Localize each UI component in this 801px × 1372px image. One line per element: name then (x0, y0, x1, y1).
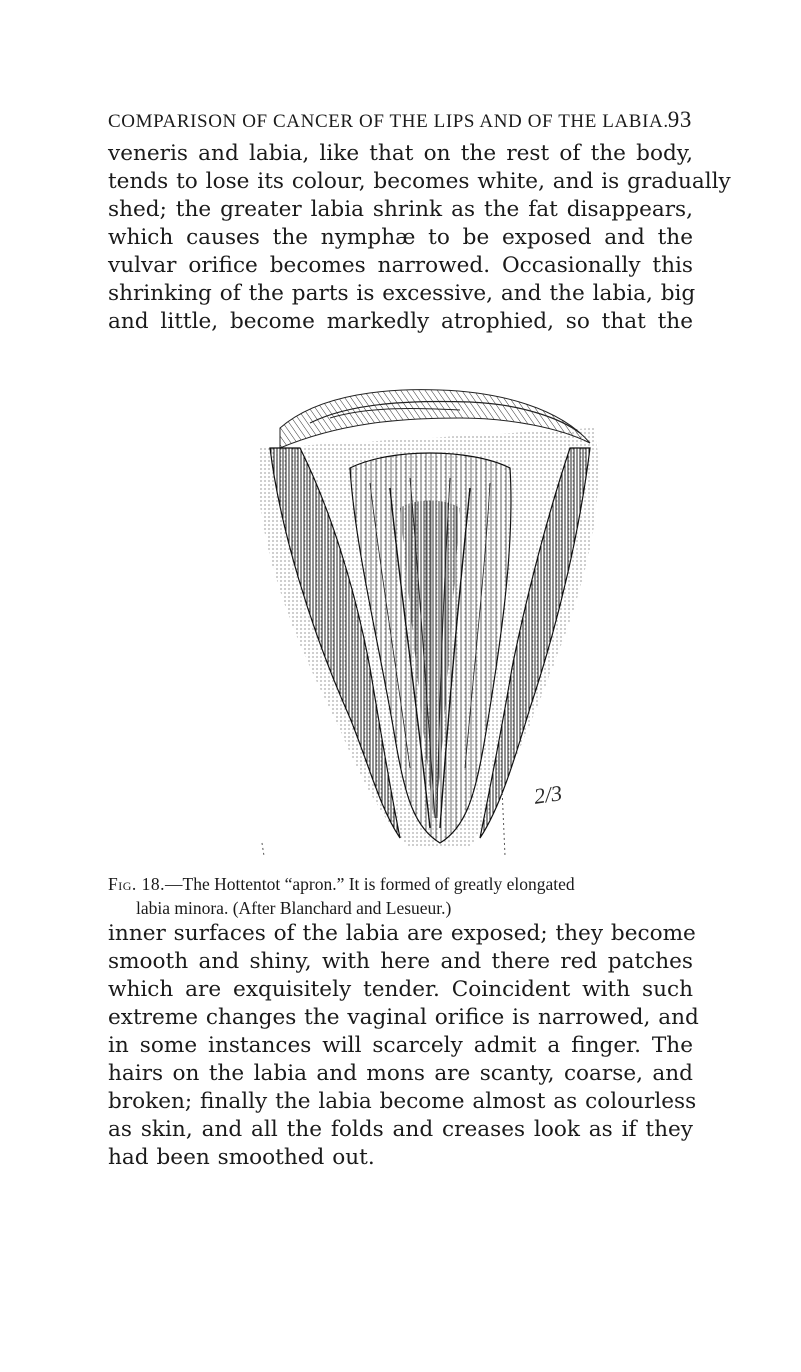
text-line: vulvar orifice becomes narrowed. Occasionally this (108, 253, 693, 278)
running-head (108, 107, 692, 137)
caption-line (108, 872, 693, 896)
text-line: which are exquisitely tender. Coincident with such (108, 977, 693, 1002)
text-line: in some instances will scarcely admit a finger. The (108, 1033, 693, 1058)
page-number: 93 (667, 107, 692, 132)
figure-illustration (240, 388, 620, 858)
paragraph-top (108, 140, 731, 336)
text-line: and little, become markedly atrophied, so that the (108, 309, 693, 334)
text-line: inner surfaces of the labia are exposed; they become (108, 921, 696, 946)
caption-text: —The Hottentot “apron.” It is formed of greatly elongated (165, 874, 575, 894)
text-line: as skin, and all the folds and creases look as if they (108, 1117, 693, 1142)
text-line: smooth and shiny, with here and there red patches (108, 949, 693, 974)
caption-line: labia minora. (After Blanchard and Lesueur.) (136, 898, 452, 918)
text-line: shrinking of the parts is excessive, and the labia, big (108, 281, 696, 306)
figure-caption (108, 872, 693, 920)
figure-label: Fig. 18. (108, 874, 166, 894)
text-line: veneris and labia, like that on the rest of the body, (108, 141, 693, 166)
running-head-title: COMPARISON OF CANCER OF THE LIPS AND OF THE LABIA. (108, 111, 669, 132)
text-line: had been smoothed out. (108, 1145, 375, 1170)
text-line: tends to lose its colour, becomes white, and is gradually (108, 169, 731, 194)
text-line: shed; the greater labia shrink as the fat disappears, (108, 197, 693, 222)
paragraph-bottom (108, 920, 699, 1172)
text-line: hairs on the labia and mons are scanty, coarse, and (108, 1061, 693, 1086)
scale-note: 2/3 (532, 780, 564, 809)
text-line: extreme changes the vaginal orifice is narrowed, and (108, 1005, 699, 1030)
text-line: which causes the nymphæ to be exposed and the (108, 225, 693, 250)
text-line: broken; finally the labia become almost as colourless (108, 1089, 697, 1114)
